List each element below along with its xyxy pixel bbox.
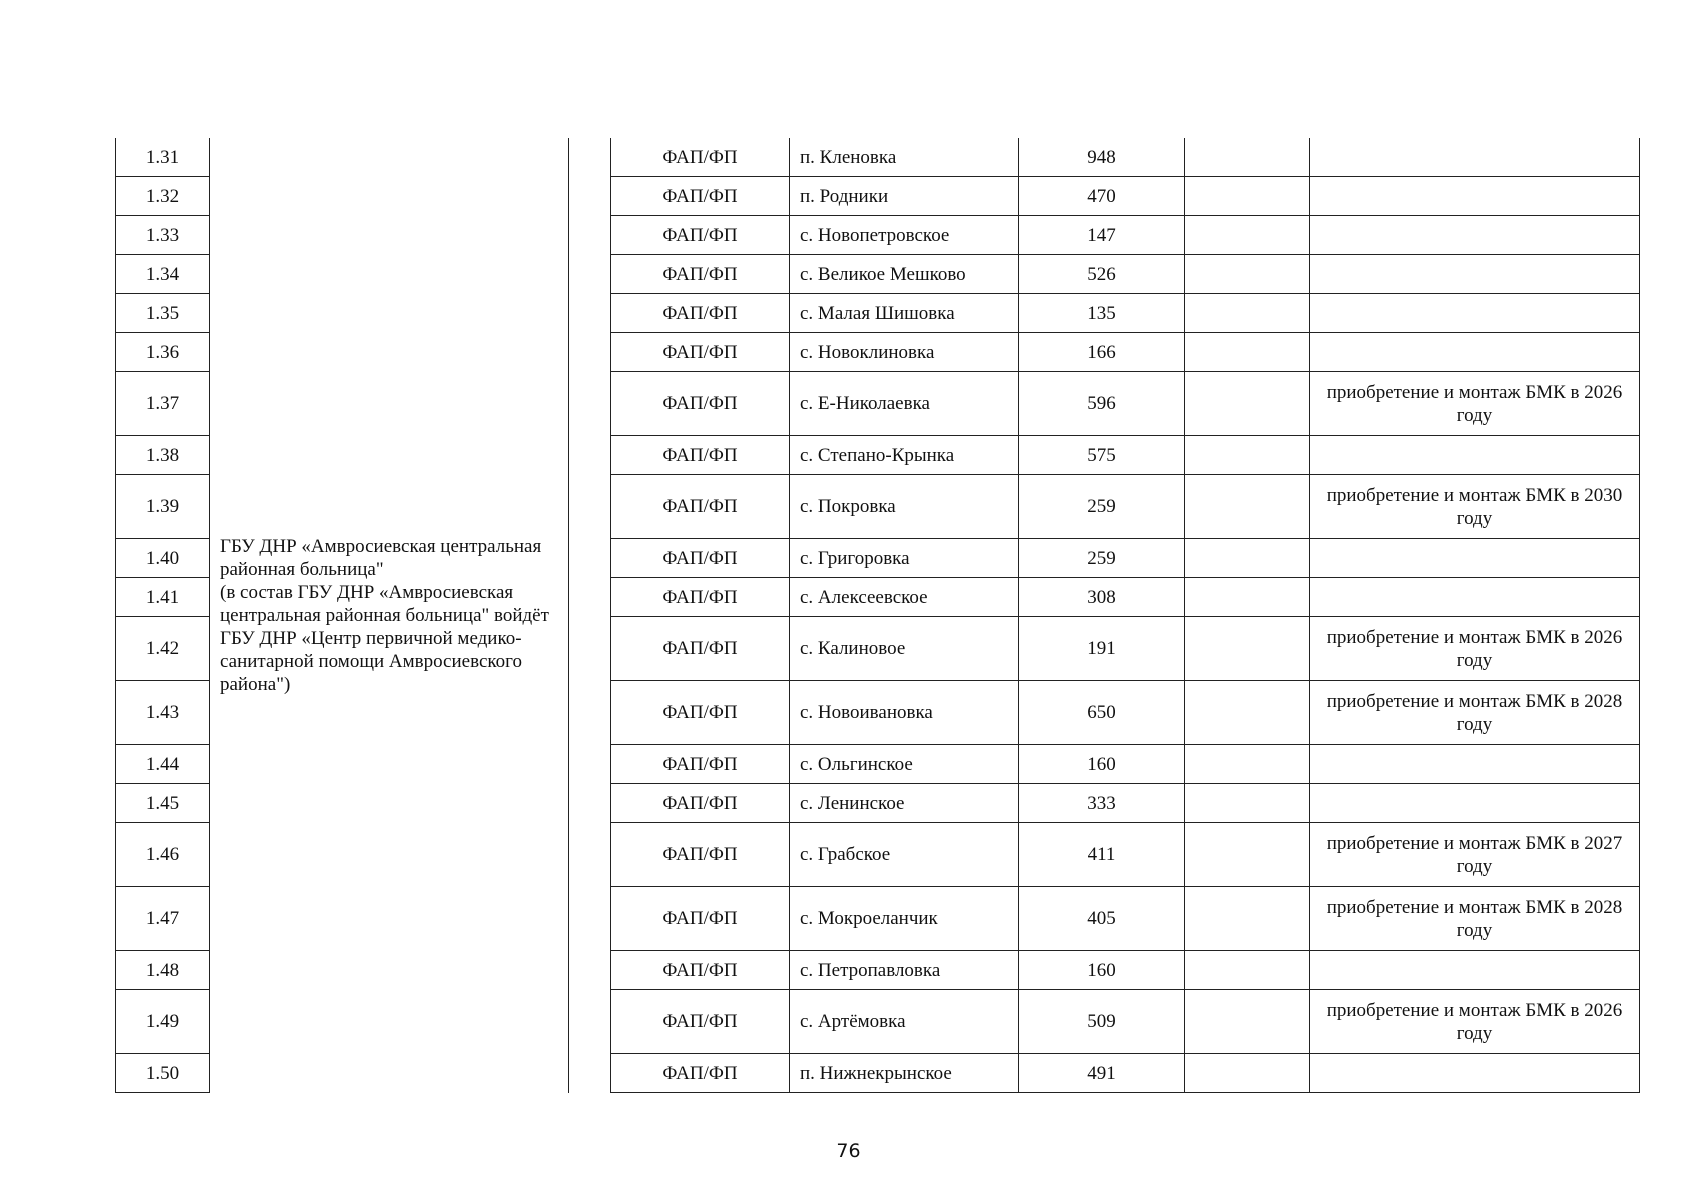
note-cell: [1310, 294, 1640, 333]
row-number-cell: 1.40: [116, 539, 210, 578]
empty-cell: [1185, 372, 1310, 436]
row-number-cell: 1.34: [116, 255, 210, 294]
location-cell: с. Ольгинское: [790, 745, 1019, 784]
population-cell: 259: [1019, 475, 1185, 539]
population-cell: 491: [1019, 1054, 1185, 1093]
note-cell: приобретение и монтаж БМК в 2026 году: [1310, 372, 1640, 436]
row-number-cell: 1.32: [116, 177, 210, 216]
note-cell: [1310, 784, 1640, 823]
empty-cell: [1185, 255, 1310, 294]
empty-cell: [1185, 333, 1310, 372]
note-cell: приобретение и монтаж БМК в 2030 году: [1310, 475, 1640, 539]
population-cell: 405: [1019, 887, 1185, 951]
empty-column-cell: [569, 138, 611, 1093]
population-cell: 411: [1019, 823, 1185, 887]
population-cell: 470: [1019, 177, 1185, 216]
population-cell: 308: [1019, 578, 1185, 617]
empty-cell: [1185, 216, 1310, 255]
note-cell: приобретение и монтаж БМК в 2027 году: [1310, 823, 1640, 887]
note-cell: [1310, 745, 1640, 784]
facility-type-cell: ФАП/ФП: [611, 333, 790, 372]
empty-cell: [1185, 539, 1310, 578]
note-cell: приобретение и монтаж БМК в 2028 году: [1310, 681, 1640, 745]
note-cell: [1310, 138, 1640, 177]
location-cell: с. Ленинское: [790, 784, 1019, 823]
facility-type-cell: ФАП/ФП: [611, 177, 790, 216]
empty-cell: [1185, 745, 1310, 784]
page-number: 76: [836, 1140, 861, 1162]
empty-cell: [1185, 294, 1310, 333]
note-cell: [1310, 436, 1640, 475]
facility-type-cell: ФАП/ФП: [611, 255, 790, 294]
row-number-cell: 1.44: [116, 745, 210, 784]
row-number-cell: 1.48: [116, 951, 210, 990]
note-cell: [1310, 1054, 1640, 1093]
population-cell: 575: [1019, 436, 1185, 475]
location-cell: п. Родники: [790, 177, 1019, 216]
population-cell: 259: [1019, 539, 1185, 578]
empty-cell: [1185, 681, 1310, 745]
location-cell: с. Степано-Крынка: [790, 436, 1019, 475]
location-cell: п. Кленовка: [790, 138, 1019, 177]
facility-type-cell: ФАП/ФП: [611, 887, 790, 951]
facility-type-cell: ФАП/ФП: [611, 294, 790, 333]
population-cell: 160: [1019, 951, 1185, 990]
facility-type-cell: ФАП/ФП: [611, 990, 790, 1054]
row-number-cell: 1.37: [116, 372, 210, 436]
row-number-cell: 1.33: [116, 216, 210, 255]
empty-cell: [1185, 990, 1310, 1054]
row-number-cell: 1.39: [116, 475, 210, 539]
row-number-cell: 1.49: [116, 990, 210, 1054]
row-number-cell: 1.46: [116, 823, 210, 887]
location-cell: с. Грабское: [790, 823, 1019, 887]
location-cell: с. Новоклиновка: [790, 333, 1019, 372]
empty-cell: [1185, 475, 1310, 539]
row-number-cell: 1.36: [116, 333, 210, 372]
facility-type-cell: ФАП/ФП: [611, 784, 790, 823]
empty-cell: [1185, 823, 1310, 887]
row-number-cell: 1.42: [116, 617, 210, 681]
population-cell: 509: [1019, 990, 1185, 1054]
organization-name: ГБУ ДНР «Амвросиевская центральная районная больница" (в состав ГБУ ДНР «Амвросиевская центральная районная больница" войдёт ГБУ ДНР «Центр первичной медико-санитарной помощи Амвросиевского района"): [220, 535, 549, 695]
location-cell: с. Покровка: [790, 475, 1019, 539]
location-cell: с. Новопетровское: [790, 216, 1019, 255]
location-cell: с. Мокроеланчик: [790, 887, 1019, 951]
population-cell: 596: [1019, 372, 1185, 436]
population-cell: 948: [1019, 138, 1185, 177]
row-number-cell: 1.47: [116, 887, 210, 951]
population-cell: 135: [1019, 294, 1185, 333]
population-cell: 526: [1019, 255, 1185, 294]
note-cell: [1310, 216, 1640, 255]
organization-cell: [210, 138, 569, 1093]
row-number-cell: 1.31: [116, 138, 210, 177]
note-cell: приобретение и монтаж БМК в 2026 году: [1310, 617, 1640, 681]
note-cell: [1310, 255, 1640, 294]
location-cell: с. Новоивановка: [790, 681, 1019, 745]
facility-type-cell: ФАП/ФП: [611, 745, 790, 784]
note-cell: [1310, 539, 1640, 578]
location-cell: п. Нижнекрынское: [790, 1054, 1019, 1093]
row-number-cell: 1.43: [116, 681, 210, 745]
note-cell: приобретение и монтаж БМК в 2026 году: [1310, 990, 1640, 1054]
facility-type-cell: ФАП/ФП: [611, 1054, 790, 1093]
empty-cell: [1185, 177, 1310, 216]
population-cell: 147: [1019, 216, 1185, 255]
population-cell: 333: [1019, 784, 1185, 823]
empty-cell: [1185, 887, 1310, 951]
note-cell: [1310, 951, 1640, 990]
population-cell: 166: [1019, 333, 1185, 372]
population-cell: 160: [1019, 745, 1185, 784]
note-cell: [1310, 333, 1640, 372]
location-cell: с. Малая Шишовка: [790, 294, 1019, 333]
location-cell: с. Григоровка: [790, 539, 1019, 578]
note-cell: [1310, 578, 1640, 617]
row-number-cell: 1.50: [116, 1054, 210, 1093]
facility-type-cell: ФАП/ФП: [611, 823, 790, 887]
empty-cell: [1185, 951, 1310, 990]
facility-type-cell: ФАП/ФП: [611, 951, 790, 990]
population-cell: 191: [1019, 617, 1185, 681]
facilities-table: [115, 138, 1640, 1093]
facility-type-cell: ФАП/ФП: [611, 617, 790, 681]
empty-cell: [1185, 436, 1310, 475]
location-cell: с. Калиновое: [790, 617, 1019, 681]
facility-type-cell: ФАП/ФП: [611, 372, 790, 436]
note-cell: [1310, 177, 1640, 216]
row-number-cell: 1.38: [116, 436, 210, 475]
note-cell: приобретение и монтаж БМК в 2028 году: [1310, 887, 1640, 951]
population-cell: 650: [1019, 681, 1185, 745]
row-number-cell: 1.45: [116, 784, 210, 823]
location-cell: с. Петропавловка: [790, 951, 1019, 990]
location-cell: с. Алексеевское: [790, 578, 1019, 617]
empty-cell: [1185, 784, 1310, 823]
location-cell: с. Е-Николаевка: [790, 372, 1019, 436]
facility-type-cell: ФАП/ФП: [611, 216, 790, 255]
location-cell: с. Артёмовка: [790, 990, 1019, 1054]
empty-cell: [1185, 617, 1310, 681]
facility-type-cell: ФАП/ФП: [611, 578, 790, 617]
empty-cell: [1185, 1054, 1310, 1093]
row-number-cell: 1.41: [116, 578, 210, 617]
empty-cell: [1185, 138, 1310, 177]
facility-type-cell: ФАП/ФП: [611, 539, 790, 578]
table-row: [116, 138, 1640, 177]
facility-type-cell: ФАП/ФП: [611, 436, 790, 475]
row-number-cell: 1.35: [116, 294, 210, 333]
facility-type-cell: ФАП/ФП: [611, 475, 790, 539]
facility-type-cell: ФАП/ФП: [611, 681, 790, 745]
facility-type-cell: ФАП/ФП: [611, 138, 790, 177]
location-cell: с. Великое Мешково: [790, 255, 1019, 294]
empty-cell: [1185, 578, 1310, 617]
